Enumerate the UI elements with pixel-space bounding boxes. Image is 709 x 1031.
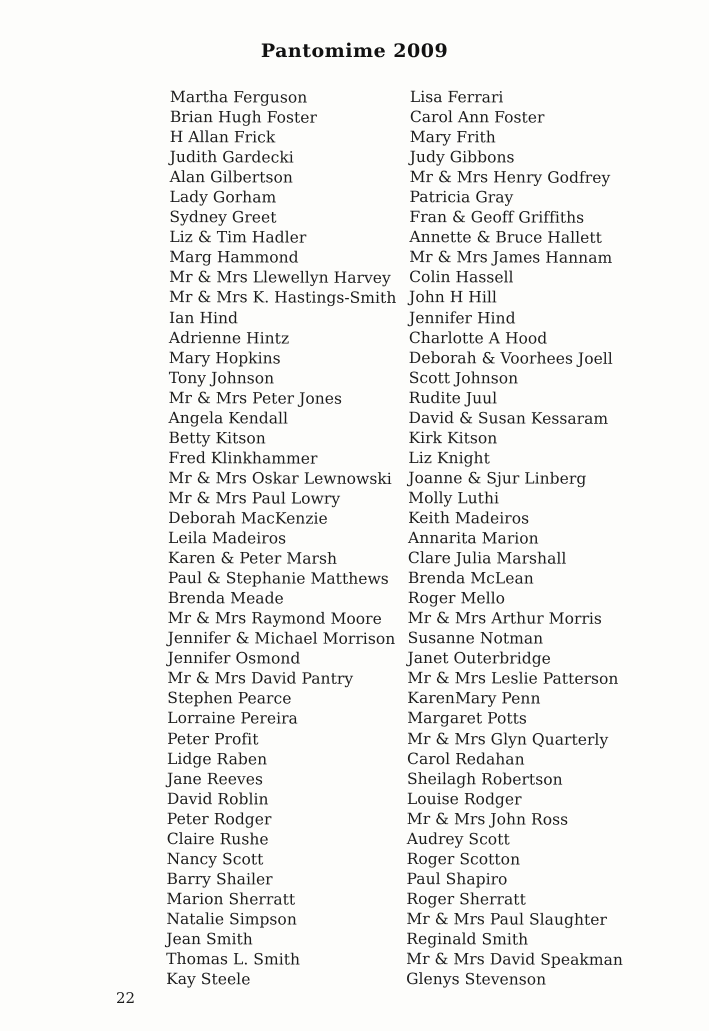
- name-entry: Roger Mello: [407, 589, 506, 608]
- name-entry: Louise Rodger: [406, 789, 522, 809]
- name-entry: Paul & Stephanie Matthews: [167, 569, 389, 589]
- name-entry: Mr & Mrs Henry Godfrey: [409, 168, 611, 188]
- name-entry: Mr & Mrs Peter Jones: [168, 388, 343, 408]
- name-entry: Natalie Simpson: [166, 909, 297, 929]
- name-entry: Kirk Kitson: [408, 428, 498, 448]
- name-entry: Angela Kendall: [168, 408, 289, 428]
- name-entry: Deborah & Voorhees Joell: [408, 348, 613, 368]
- name-entry: Jane Reeves: [166, 769, 264, 789]
- name-entry: Mr & Mrs David Pantry: [167, 669, 354, 689]
- name-entry: Joanne & Sjur Linberg: [408, 468, 587, 488]
- name-entry: Mary Frith: [409, 128, 496, 147]
- names-column-right: [406, 87, 627, 990]
- name-entry: Nancy Scott: [166, 849, 264, 869]
- name-entry: Mr & Mrs K. Hastings-Smith: [169, 288, 397, 308]
- name-entry: John H Hill: [409, 288, 497, 307]
- name-entry: Jean Smith: [166, 929, 253, 949]
- name-entry: Liz Knight: [408, 448, 490, 468]
- name-entry: Karen & Peter Marsh: [167, 549, 338, 568]
- name-entry: KarenMary Penn: [407, 689, 541, 708]
- name-entry: Mr & Mrs Llewellyn Harvey: [169, 268, 391, 288]
- name-entry: Claire Rushe: [166, 829, 269, 849]
- name-entry: Glenys Stevenson: [406, 970, 547, 989]
- name-entry: Janet Outerbridge: [407, 649, 551, 668]
- name-entry: Mr & Mrs Raymond Moore: [167, 609, 382, 629]
- name-entry: Peter Rodger: [166, 809, 272, 829]
- name-entry: Annette & Bruce Hallett: [409, 228, 603, 248]
- names-column-left: [166, 87, 398, 990]
- name-entry: Mr & Mrs Glyn Quarterly: [407, 729, 609, 749]
- name-entry: Mr & Mrs Leslie Patterson: [407, 669, 619, 689]
- name-entry: Brenda McLean: [407, 569, 534, 588]
- name-entry: Scott Johnson: [408, 368, 519, 388]
- name-entry: Marion Sherratt: [166, 889, 296, 909]
- name-entry: Mr & Mrs John Ross: [406, 809, 569, 829]
- name-entry: Lorraine Pereira: [167, 709, 298, 729]
- name-entry: Charlotte A Hood: [408, 328, 548, 348]
- name-entry: Brenda Meade: [167, 589, 284, 608]
- name-entry: Liz & Tim Hadler: [169, 228, 307, 247]
- name-entry: Carol Ann Foster: [409, 108, 545, 127]
- name-entry: Mr & Mrs Arthur Morris: [407, 609, 602, 629]
- name-entry: Mr & Mrs David Speakman: [406, 950, 623, 969]
- name-entry: Jennifer Osmond: [167, 649, 301, 668]
- name-entry: Lidge Raben: [167, 749, 268, 768]
- name-entry: Molly Luthi: [408, 488, 500, 508]
- name-entry: Susanne Notman: [407, 629, 544, 648]
- name-entry: Lady Gorham: [169, 188, 277, 207]
- name-entry: Judith Gardecki: [169, 148, 294, 167]
- name-entry: Kay Steele: [166, 970, 251, 989]
- name-entry: Peter Profit: [167, 729, 259, 748]
- name-entry: Roger Sherratt: [406, 889, 526, 909]
- name-entry: Margaret Potts: [407, 709, 527, 728]
- name-entry: Betty Kitson: [168, 428, 266, 448]
- name-entry: Clare Julia Marshall: [407, 549, 567, 568]
- name-entry: Mr & Mrs Oskar Lewnowski: [168, 468, 392, 488]
- name-entry: David & Susan Kessaram: [408, 408, 609, 428]
- name-entry: Mary Hopkins: [168, 348, 281, 368]
- name-entry: Alan Gilbertson: [169, 168, 294, 187]
- name-entry: Deborah MacKenzie: [168, 508, 328, 528]
- name-entry: Leila Madeiros: [167, 529, 287, 548]
- name-entry: Sheilagh Robertson: [406, 769, 563, 789]
- name-entry: Martha Ferguson: [169, 87, 308, 107]
- name-entry: Fran & Geoff Griffiths: [409, 208, 585, 228]
- name-entry: Mr & Mrs James Hannam: [409, 248, 613, 268]
- name-entry: Brian Hugh Foster: [169, 108, 318, 127]
- name-entry: Adrienne Hintz: [168, 328, 290, 348]
- name-entry: Paul Shapiro: [406, 869, 508, 889]
- name-entry: Keith Madeiros: [408, 508, 530, 528]
- name-entry: Mr & Mrs Paul Slaughter: [406, 909, 608, 929]
- name-entry: Stephen Pearce: [167, 689, 292, 708]
- name-entry: Jennifer Hind: [408, 308, 516, 327]
- page-title: Pantomime 2009: [260, 40, 449, 62]
- name-entry: Fred Klinkhammer: [168, 448, 318, 468]
- name-entry: Ian Hind: [168, 308, 239, 327]
- name-entry: Colin Hassell: [409, 268, 514, 287]
- name-entry: Annarita Marion: [407, 529, 539, 548]
- name-entry: Roger Scotton: [406, 849, 521, 869]
- name-entry: David Roblin: [166, 789, 269, 809]
- name-entry: Sydney Greet: [169, 208, 277, 227]
- name-entry: Judy Gibbons: [409, 148, 515, 167]
- page-number: 22: [116, 989, 136, 1007]
- name-entry: H Allan Frick: [169, 128, 276, 147]
- name-entry: Marg Hammond: [169, 248, 299, 267]
- name-entry: Lisa Ferrari: [409, 87, 504, 107]
- name-entry: Reginald Smith: [406, 929, 529, 949]
- name-entry: Audrey Scott: [406, 829, 510, 849]
- name-entry: Patricia Gray: [409, 188, 514, 207]
- name-entry: Tony Johnson: [168, 368, 275, 388]
- name-entry: Jennifer & Michael Morrison: [167, 629, 396, 649]
- name-entry: Carol Redahan: [407, 749, 525, 769]
- name-entry: Barry Shailer: [166, 869, 273, 889]
- name-entry: Thomas L. Smith: [166, 950, 301, 969]
- name-entry: Rudite Juul: [408, 388, 498, 408]
- name-entry: Mr & Mrs Paul Lowry: [168, 488, 341, 508]
